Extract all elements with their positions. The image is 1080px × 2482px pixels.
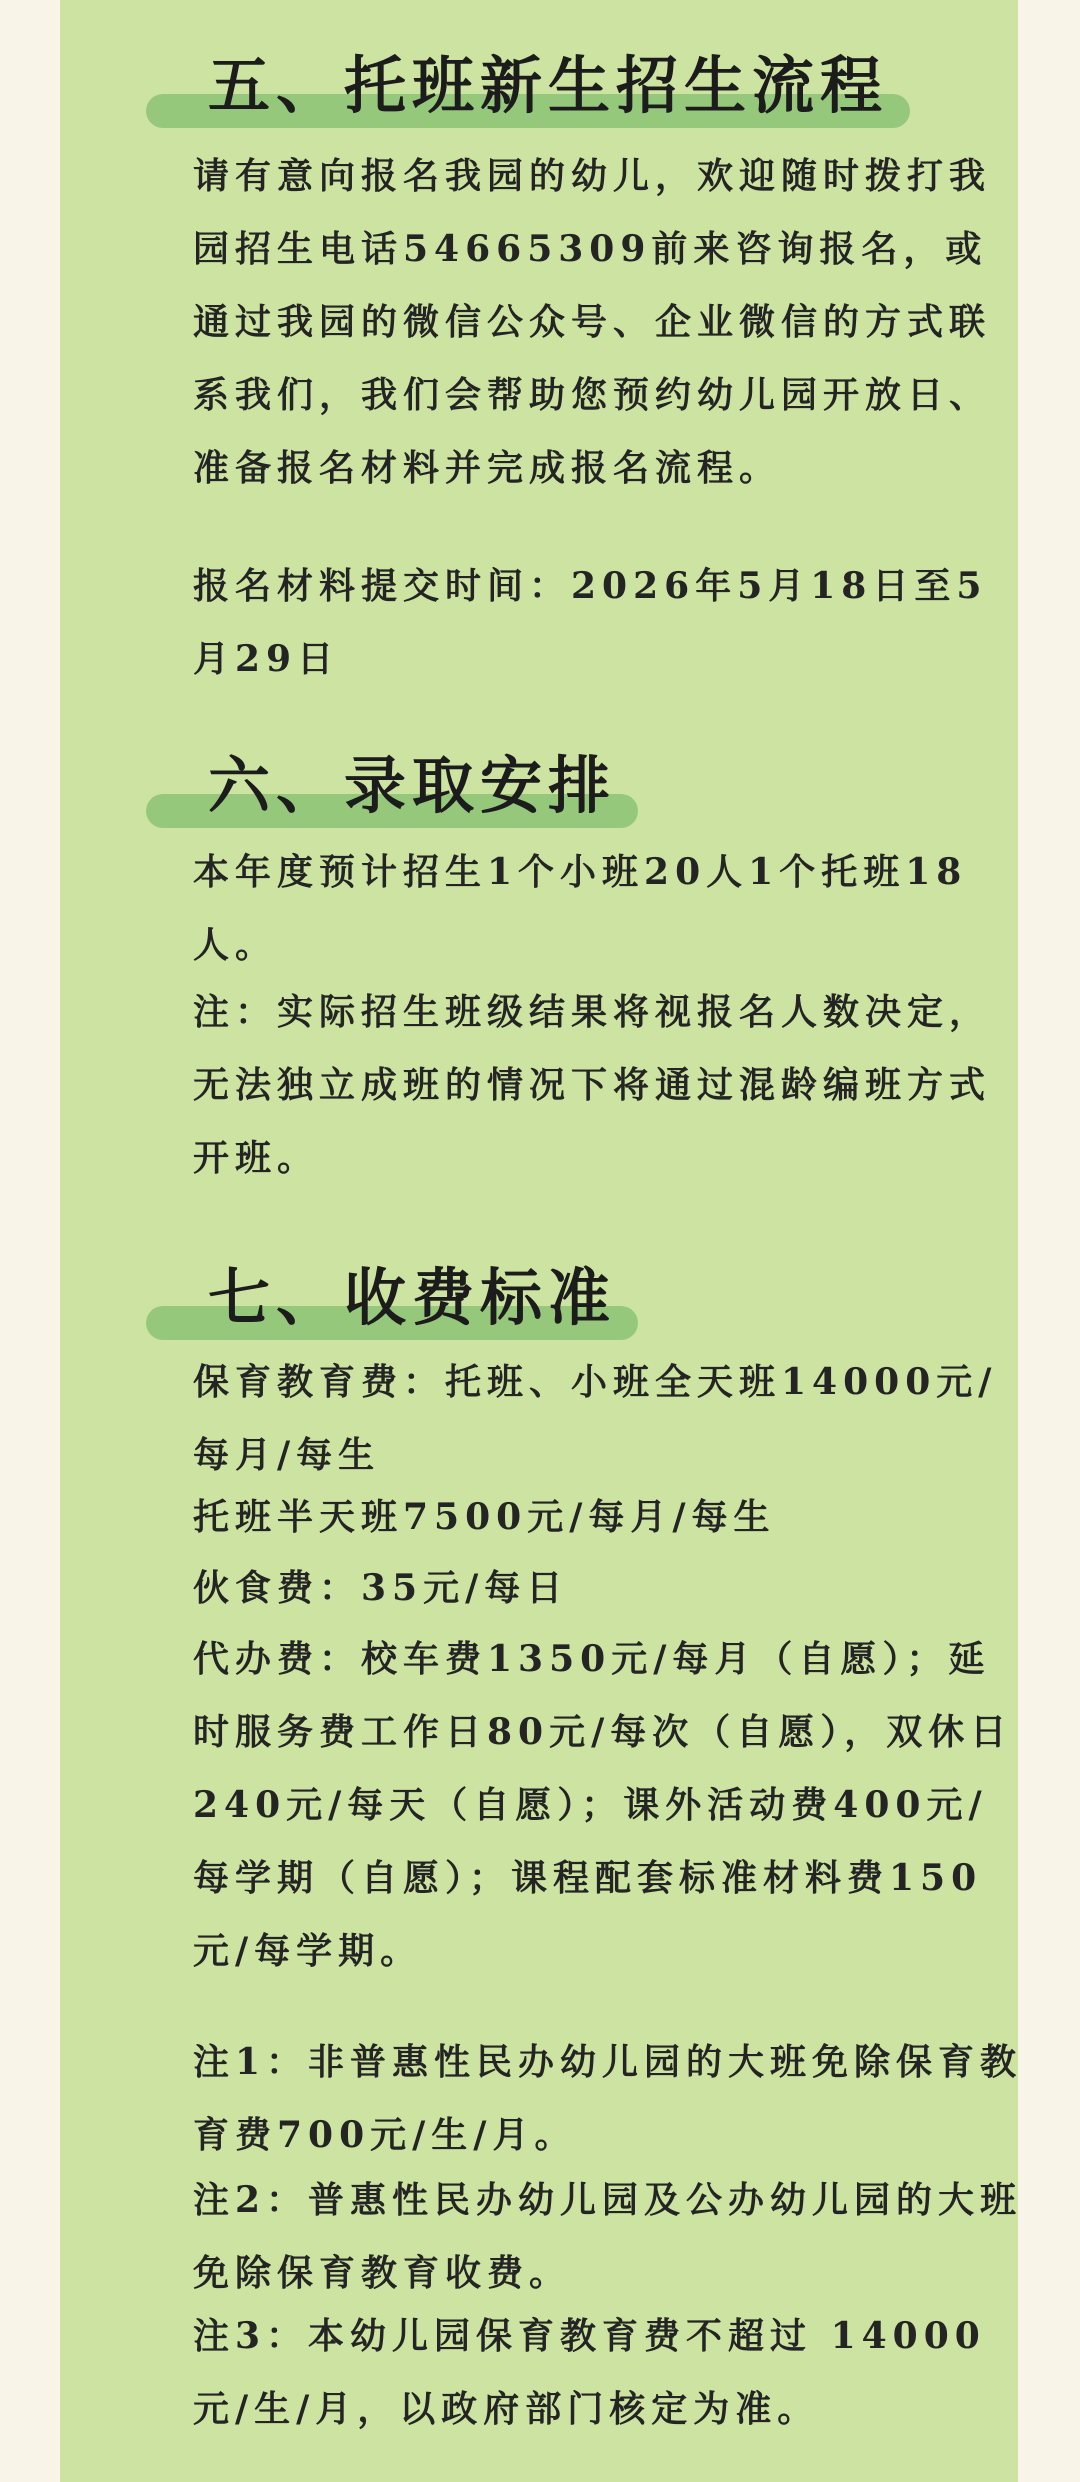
paragraph: 保育教育费：托班、小班全天班14000元/每月/每生 <box>193 1361 998 1476</box>
paragraph: 伙食费：35元/每日 <box>193 1567 569 1609</box>
section-heading-admission <box>146 738 616 848</box>
section-title: 七、收费标准 <box>208 1261 617 1334</box>
paragraph: 请有意向报名我园的幼儿，欢迎随时拨打我园招生电话54665309前来咨询报名，或通过我园的微信公众号、企业微信的方式联系我们，我们会帮助您预约幼儿园开放日、准备报名材料并完成报名流程。 <box>193 155 992 489</box>
section-heading-enrollment-process <box>146 38 888 148</box>
section-title: 五、托班新生招生流程 <box>208 49 889 122</box>
paragraph: 注1：非普惠性民办幼儿园的大班免除保育教育费700元/生/月。 <box>193 2041 1023 2156</box>
section-title: 六、录取安排 <box>208 749 617 822</box>
paragraph: 注2：普惠性民办幼儿园及公办幼儿园的大班免除保育教育收费。 <box>193 2179 1023 2294</box>
paragraph: 代办费：校车费1350元/每月（自愿）；延时服务费工作日80元/每次（自愿），双休日240元/每天（自愿）；课外活动费400元/每学期（自愿）；课程配套标准材料费150元/每学期。 <box>193 1638 1013 1972</box>
paragraph: 报名材料提交时间：2026年5月18日至5月29日 <box>193 565 988 680</box>
paragraph: 本年度预计招生1个小班20人1个托班18人。 <box>193 851 968 966</box>
paragraph: 托班半天班7500元/每月/每生 <box>193 1496 776 1538</box>
paragraph: 注：实际招生班级结果将视报名人数决定，无法独立成班的情况下将通过混龄编班方式开班。 <box>193 991 992 1179</box>
content-panel <box>60 0 1023 2482</box>
paragraph: 注3：本幼儿园保育教育费不超过 14000元/生/月，以政府部门核定为准。 <box>193 2315 986 2430</box>
section-heading-fees <box>146 1250 616 1360</box>
